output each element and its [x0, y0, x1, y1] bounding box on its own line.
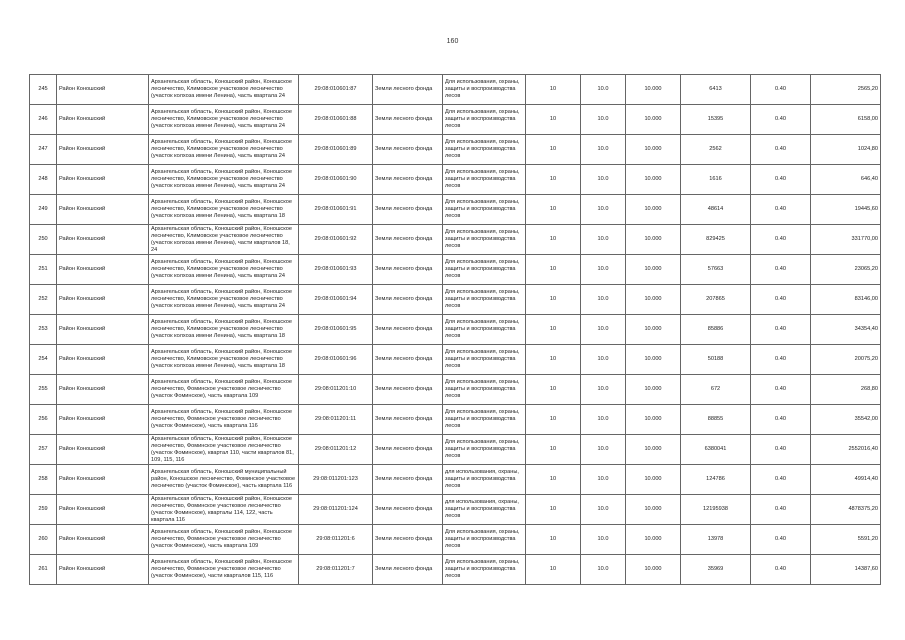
row-number: 249	[30, 195, 57, 225]
row-number: 258	[30, 465, 57, 495]
table-row	[30, 465, 881, 495]
plot-area: 85886	[681, 315, 751, 345]
cadastral-number: 29:08:011201:12	[299, 435, 373, 465]
cadastral-number: 29:08:010601:94	[299, 285, 373, 315]
value-1: 10	[526, 435, 581, 465]
district-name: Район Коношский	[57, 315, 149, 345]
permitted-use: Для использования, охраны, защиты и воспроизводства лесов	[443, 225, 526, 255]
land-category: Земли лесного фонда	[373, 525, 443, 555]
tax-rate: 0.40	[751, 315, 811, 345]
land-category: Земли лесного фонда	[373, 75, 443, 105]
permitted-use: Для использования, охраны, защиты и воспроизводства лесов	[443, 285, 526, 315]
permitted-use: Для использования, охраны, защиты и воспроизводства лесов	[443, 435, 526, 465]
plot-address: Архангельская область, Коношский район, Коношское лесничество, Фоминское участковое лесничество (участок Фоминское), части кварталов 115, 116	[149, 555, 299, 585]
table-row	[30, 135, 881, 165]
value-2: 10.0	[581, 555, 626, 585]
cadastral-number: 29:08:010601:87	[299, 75, 373, 105]
plot-address: Архангельская область, Коношский район, Коношское лесничество, Климовское участковое лесничество (участок колхоза имени Ленина), часть квартала 18	[149, 195, 299, 225]
table-body	[30, 75, 881, 585]
plot-address: Архангельская область, Коношский район, Коношское лесничество, Фоминское участковое лесничество (участок Фоминское), квартал 110, части кварталов 81, 109, 115, 116	[149, 435, 299, 465]
value-1: 10	[526, 135, 581, 165]
land-category: Земли лесного фонда	[373, 375, 443, 405]
value-2: 10.0	[581, 255, 626, 285]
land-category: Земли лесного фонда	[373, 135, 443, 165]
plot-address: Архангельская область, Коношский район, Коношское лесничество, Климовское участковое лесничество (участок колхоза имени Ленина), часть квартала 24	[149, 75, 299, 105]
value-3: 10.000	[626, 345, 681, 375]
value-3: 10.000	[626, 105, 681, 135]
value-2: 10.0	[581, 165, 626, 195]
value-2: 10.0	[581, 465, 626, 495]
permitted-use: для использования, охраны, защиты и воспроизводства лесов	[443, 495, 526, 525]
plot-address: Архангельская область, Коношский район, Коношское лесничество, Фоминское участковое лесничество (участок Фоминское), часть квартала 109	[149, 525, 299, 555]
amount: 6158,00	[811, 105, 881, 135]
row-number: 246	[30, 105, 57, 135]
amount: 2565,20	[811, 75, 881, 105]
plot-area: 124786	[681, 465, 751, 495]
amount: 19445,60	[811, 195, 881, 225]
row-number: 256	[30, 405, 57, 435]
cadastral-number: 29:08:010601:93	[299, 255, 373, 285]
cadastral-number: 29:08:011201:7	[299, 555, 373, 585]
permitted-use: Для использования, охраны, защиты и воспроизводства лесов	[443, 345, 526, 375]
plot-area: 1616	[681, 165, 751, 195]
value-3: 10.000	[626, 75, 681, 105]
tax-rate: 0.40	[751, 105, 811, 135]
value-1: 10	[526, 315, 581, 345]
permitted-use: Для использования, охраны, защиты и воспроизводства лесов	[443, 165, 526, 195]
value-2: 10.0	[581, 105, 626, 135]
permitted-use: Для использования, охраны, защиты и воспроизводства лесов	[443, 375, 526, 405]
tax-rate: 0.40	[751, 135, 811, 165]
district-name: Район Коношский	[57, 375, 149, 405]
tax-rate: 0.40	[751, 525, 811, 555]
permitted-use: Для использования, охраны, защиты и воспроизводства лесов	[443, 255, 526, 285]
permitted-use: Для использования, охраны, защиты и воспроизводства лесов	[443, 195, 526, 225]
table-row	[30, 555, 881, 585]
district-name: Район Коношский	[57, 75, 149, 105]
row-number: 261	[30, 555, 57, 585]
amount: 4878375,20	[811, 495, 881, 525]
district-name: Район Коношский	[57, 525, 149, 555]
district-name: Район Коношский	[57, 435, 149, 465]
value-1: 10	[526, 405, 581, 435]
value-2: 10.0	[581, 345, 626, 375]
value-3: 10.000	[626, 375, 681, 405]
value-1: 10	[526, 105, 581, 135]
plot-area: 6413	[681, 75, 751, 105]
land-category: Земли лесного фонда	[373, 315, 443, 345]
row-number: 260	[30, 525, 57, 555]
value-1: 10	[526, 285, 581, 315]
amount: 1024,80	[811, 135, 881, 165]
land-category: Земли лесного фонда	[373, 285, 443, 315]
value-2: 10.0	[581, 225, 626, 255]
cadastral-number: 29:08:011201:123	[299, 465, 373, 495]
value-3: 10.000	[626, 465, 681, 495]
table-row	[30, 165, 881, 195]
permitted-use: Для использования, охраны, защиты и воспроизводства лесов	[443, 525, 526, 555]
table-row	[30, 225, 881, 255]
row-number: 255	[30, 375, 57, 405]
district-name: Район Коношский	[57, 405, 149, 435]
cadastral-number: 29:08:011201:124	[299, 495, 373, 525]
plot-address: Архангельская область, Коношский район, Коношское лесничество, Климовское участковое лесничество (участок колхоза имени Ленина), часть квартала 24	[149, 255, 299, 285]
tax-rate: 0.40	[751, 375, 811, 405]
amount: 268,80	[811, 375, 881, 405]
district-name: Район Коношский	[57, 135, 149, 165]
table-row	[30, 345, 881, 375]
permitted-use: Для использования, охраны, защиты и воспроизводства лесов	[443, 555, 526, 585]
plot-area: 13978	[681, 525, 751, 555]
cadastral-number: 29:08:010601:96	[299, 345, 373, 375]
plot-address: Архангельская область, Коношский район, Коношское лесничество, Фоминское участковое лесничество (участок Фоминское), часть квартала 109	[149, 375, 299, 405]
table-row	[30, 195, 881, 225]
value-1: 10	[526, 225, 581, 255]
tax-rate: 0.40	[751, 345, 811, 375]
amount: 14387,60	[811, 555, 881, 585]
plot-address: Архангельская область, Коношский район, Коношское лесничество, Климовское участковое лесничество (участок колхоза имени Ленина), часть квартала 24	[149, 165, 299, 195]
row-number: 248	[30, 165, 57, 195]
plot-address: Архангельская область, Коношский район, Коношское лесничество, Фоминское участковое лесничество (участок Фоминское), кварталы 114, 122, часть квартала 116	[149, 495, 299, 525]
value-3: 10.000	[626, 525, 681, 555]
permitted-use: Для использования, охраны, защиты и воспроизводства лесов	[443, 315, 526, 345]
plot-address: Архангельская область, Коношский район, Коношское лесничество, Климовское участковое лесничество (участок колхоза имени Ленина), часть квартала 24	[149, 135, 299, 165]
row-number: 252	[30, 285, 57, 315]
plot-area: 57663	[681, 255, 751, 285]
permitted-use: Для использования, охраны, защиты и воспроизводства лесов	[443, 405, 526, 435]
value-1: 10	[526, 375, 581, 405]
value-1: 10	[526, 195, 581, 225]
land-category: Земли лесного фонда	[373, 465, 443, 495]
value-1: 10	[526, 465, 581, 495]
value-3: 10.000	[626, 135, 681, 165]
row-number: 251	[30, 255, 57, 285]
cadastral-number: 29:08:010601:88	[299, 105, 373, 135]
amount: 331770,00	[811, 225, 881, 255]
table-row	[30, 285, 881, 315]
value-3: 10.000	[626, 285, 681, 315]
tax-rate: 0.40	[751, 435, 811, 465]
table-row	[30, 495, 881, 525]
row-number: 250	[30, 225, 57, 255]
district-name: Район Коношский	[57, 495, 149, 525]
plot-address: Архангельская область, Коношский район, Коношское лесничество, Климовское участковое лесничество (участок колхоза имени Ленина), часть квартала 24	[149, 285, 299, 315]
amount: 83146,00	[811, 285, 881, 315]
permitted-use: Для использования, охраны, защиты и воспроизводства лесов	[443, 135, 526, 165]
permitted-use: для использования, охраны, защиты и воспроизводства лесов	[443, 465, 526, 495]
value-3: 10.000	[626, 195, 681, 225]
cadastral-number: 29:08:011201:10	[299, 375, 373, 405]
cadastral-number: 29:08:010601:92	[299, 225, 373, 255]
land-category: Земли лесного фонда	[373, 345, 443, 375]
cadastral-number: 29:08:010601:91	[299, 195, 373, 225]
district-name: Район Коношский	[57, 345, 149, 375]
district-name: Район Коношский	[57, 555, 149, 585]
value-2: 10.0	[581, 525, 626, 555]
plot-address: Архангельская область, Коношский муниципальный район, Коношское лесничество, Фоминское участковое лесничество (участок Фоминское), часть квартала 116	[149, 465, 299, 495]
cadastral-number: 29:08:011201:6	[299, 525, 373, 555]
amount: 5591,20	[811, 525, 881, 555]
table-row	[30, 375, 881, 405]
plot-area: 829425	[681, 225, 751, 255]
land-category: Земли лесного фонда	[373, 405, 443, 435]
plot-area: 2562	[681, 135, 751, 165]
plot-address: Архангельская область, Коношский район, Коношское лесничество, Климовское участковое лесничество (участок колхоза имени Ленина), часть квартала 18	[149, 315, 299, 345]
value-3: 10.000	[626, 165, 681, 195]
district-name: Район Коношский	[57, 285, 149, 315]
row-number: 257	[30, 435, 57, 465]
table-row	[30, 525, 881, 555]
land-category: Земли лесного фонда	[373, 555, 443, 585]
tax-rate: 0.40	[751, 495, 811, 525]
amount: 49914,40	[811, 465, 881, 495]
plot-area: 35969	[681, 555, 751, 585]
row-number: 245	[30, 75, 57, 105]
row-number: 254	[30, 345, 57, 375]
permitted-use: Для использования, охраны, защиты и воспроизводства лесов	[443, 75, 526, 105]
land-category: Земли лесного фонда	[373, 495, 443, 525]
value-2: 10.0	[581, 315, 626, 345]
tax-rate: 0.40	[751, 255, 811, 285]
plot-area: 88855	[681, 405, 751, 435]
amount: 20075,20	[811, 345, 881, 375]
value-1: 10	[526, 525, 581, 555]
district-name: Район Коношский	[57, 225, 149, 255]
value-1: 10	[526, 555, 581, 585]
amount: 23065,20	[811, 255, 881, 285]
land-category: Земли лесного фонда	[373, 435, 443, 465]
plot-address: Архангельская область, Коношский район, Коношское лесничество, Климовское участковое лесничество (участок колхоза имени Ленина), части кварталов 18, 24	[149, 225, 299, 255]
district-name: Район Коношский	[57, 465, 149, 495]
table-row	[30, 435, 881, 465]
plot-area: 207865	[681, 285, 751, 315]
value-2: 10.0	[581, 135, 626, 165]
value-1: 10	[526, 165, 581, 195]
district-name: Район Коношский	[57, 105, 149, 135]
value-1: 10	[526, 345, 581, 375]
tax-rate: 0.40	[751, 75, 811, 105]
value-1: 10	[526, 255, 581, 285]
table-row	[30, 75, 881, 105]
amount: 35542,00	[811, 405, 881, 435]
land-category: Земли лесного фонда	[373, 165, 443, 195]
row-number: 259	[30, 495, 57, 525]
tax-rate: 0.40	[751, 225, 811, 255]
value-3: 10.000	[626, 225, 681, 255]
amount: 2552016,40	[811, 435, 881, 465]
plot-address: Архангельская область, Коношский район, Коношское лесничество, Фоминское участковое лесничество (участок Фоминское), часть квартала 116	[149, 405, 299, 435]
land-plots-table	[29, 74, 881, 585]
land-category: Земли лесного фонда	[373, 105, 443, 135]
cadastral-number: 29:08:010601:90	[299, 165, 373, 195]
land-category: Земли лесного фонда	[373, 225, 443, 255]
plot-address: Архангельская область, Коношский район, Коношское лесничество, Климовское участковое лесничество (участок колхоза имени Ленина), часть квартала 18	[149, 345, 299, 375]
value-3: 10.000	[626, 315, 681, 345]
land-category: Земли лесного фонда	[373, 195, 443, 225]
plot-area: 50188	[681, 345, 751, 375]
plot-area: 6380041	[681, 435, 751, 465]
plot-area: 48614	[681, 195, 751, 225]
value-3: 10.000	[626, 255, 681, 285]
plot-area: 672	[681, 375, 751, 405]
value-2: 10.0	[581, 75, 626, 105]
plot-area: 15395	[681, 105, 751, 135]
row-number: 253	[30, 315, 57, 345]
value-1: 10	[526, 495, 581, 525]
plot-area: 12195938	[681, 495, 751, 525]
tax-rate: 0.40	[751, 465, 811, 495]
tax-rate: 0.40	[751, 285, 811, 315]
permitted-use: Для использования, охраны, защиты и воспроизводства лесов	[443, 105, 526, 135]
amount: 646,40	[811, 165, 881, 195]
cadastral-number: 29:08:011201:11	[299, 405, 373, 435]
value-2: 10.0	[581, 405, 626, 435]
value-2: 10.0	[581, 495, 626, 525]
amount: 34354,40	[811, 315, 881, 345]
value-3: 10.000	[626, 555, 681, 585]
table-row	[30, 315, 881, 345]
value-3: 10.000	[626, 405, 681, 435]
table-row	[30, 405, 881, 435]
table-row	[30, 105, 881, 135]
value-3: 10.000	[626, 435, 681, 465]
value-2: 10.0	[581, 195, 626, 225]
page-number: 160	[446, 38, 459, 45]
value-3: 10.000	[626, 495, 681, 525]
plot-address: Архангельская область, Коношский район, Коношское лесничество, Климовское участковое лесничество (участок колхоза имени Ленина), часть квартала 24	[149, 105, 299, 135]
row-number: 247	[30, 135, 57, 165]
value-1: 10	[526, 75, 581, 105]
cadastral-number: 29:08:010601:89	[299, 135, 373, 165]
table-row	[30, 255, 881, 285]
district-name: Район Коношский	[57, 195, 149, 225]
value-2: 10.0	[581, 435, 626, 465]
tax-rate: 0.40	[751, 555, 811, 585]
tax-rate: 0.40	[751, 405, 811, 435]
value-2: 10.0	[581, 375, 626, 405]
district-name: Район Коношский	[57, 255, 149, 285]
tax-rate: 0.40	[751, 165, 811, 195]
value-2: 10.0	[581, 285, 626, 315]
tax-rate: 0.40	[751, 195, 811, 225]
cadastral-number: 29:08:010601:95	[299, 315, 373, 345]
district-name: Район Коношский	[57, 165, 149, 195]
land-category: Земли лесного фонда	[373, 255, 443, 285]
